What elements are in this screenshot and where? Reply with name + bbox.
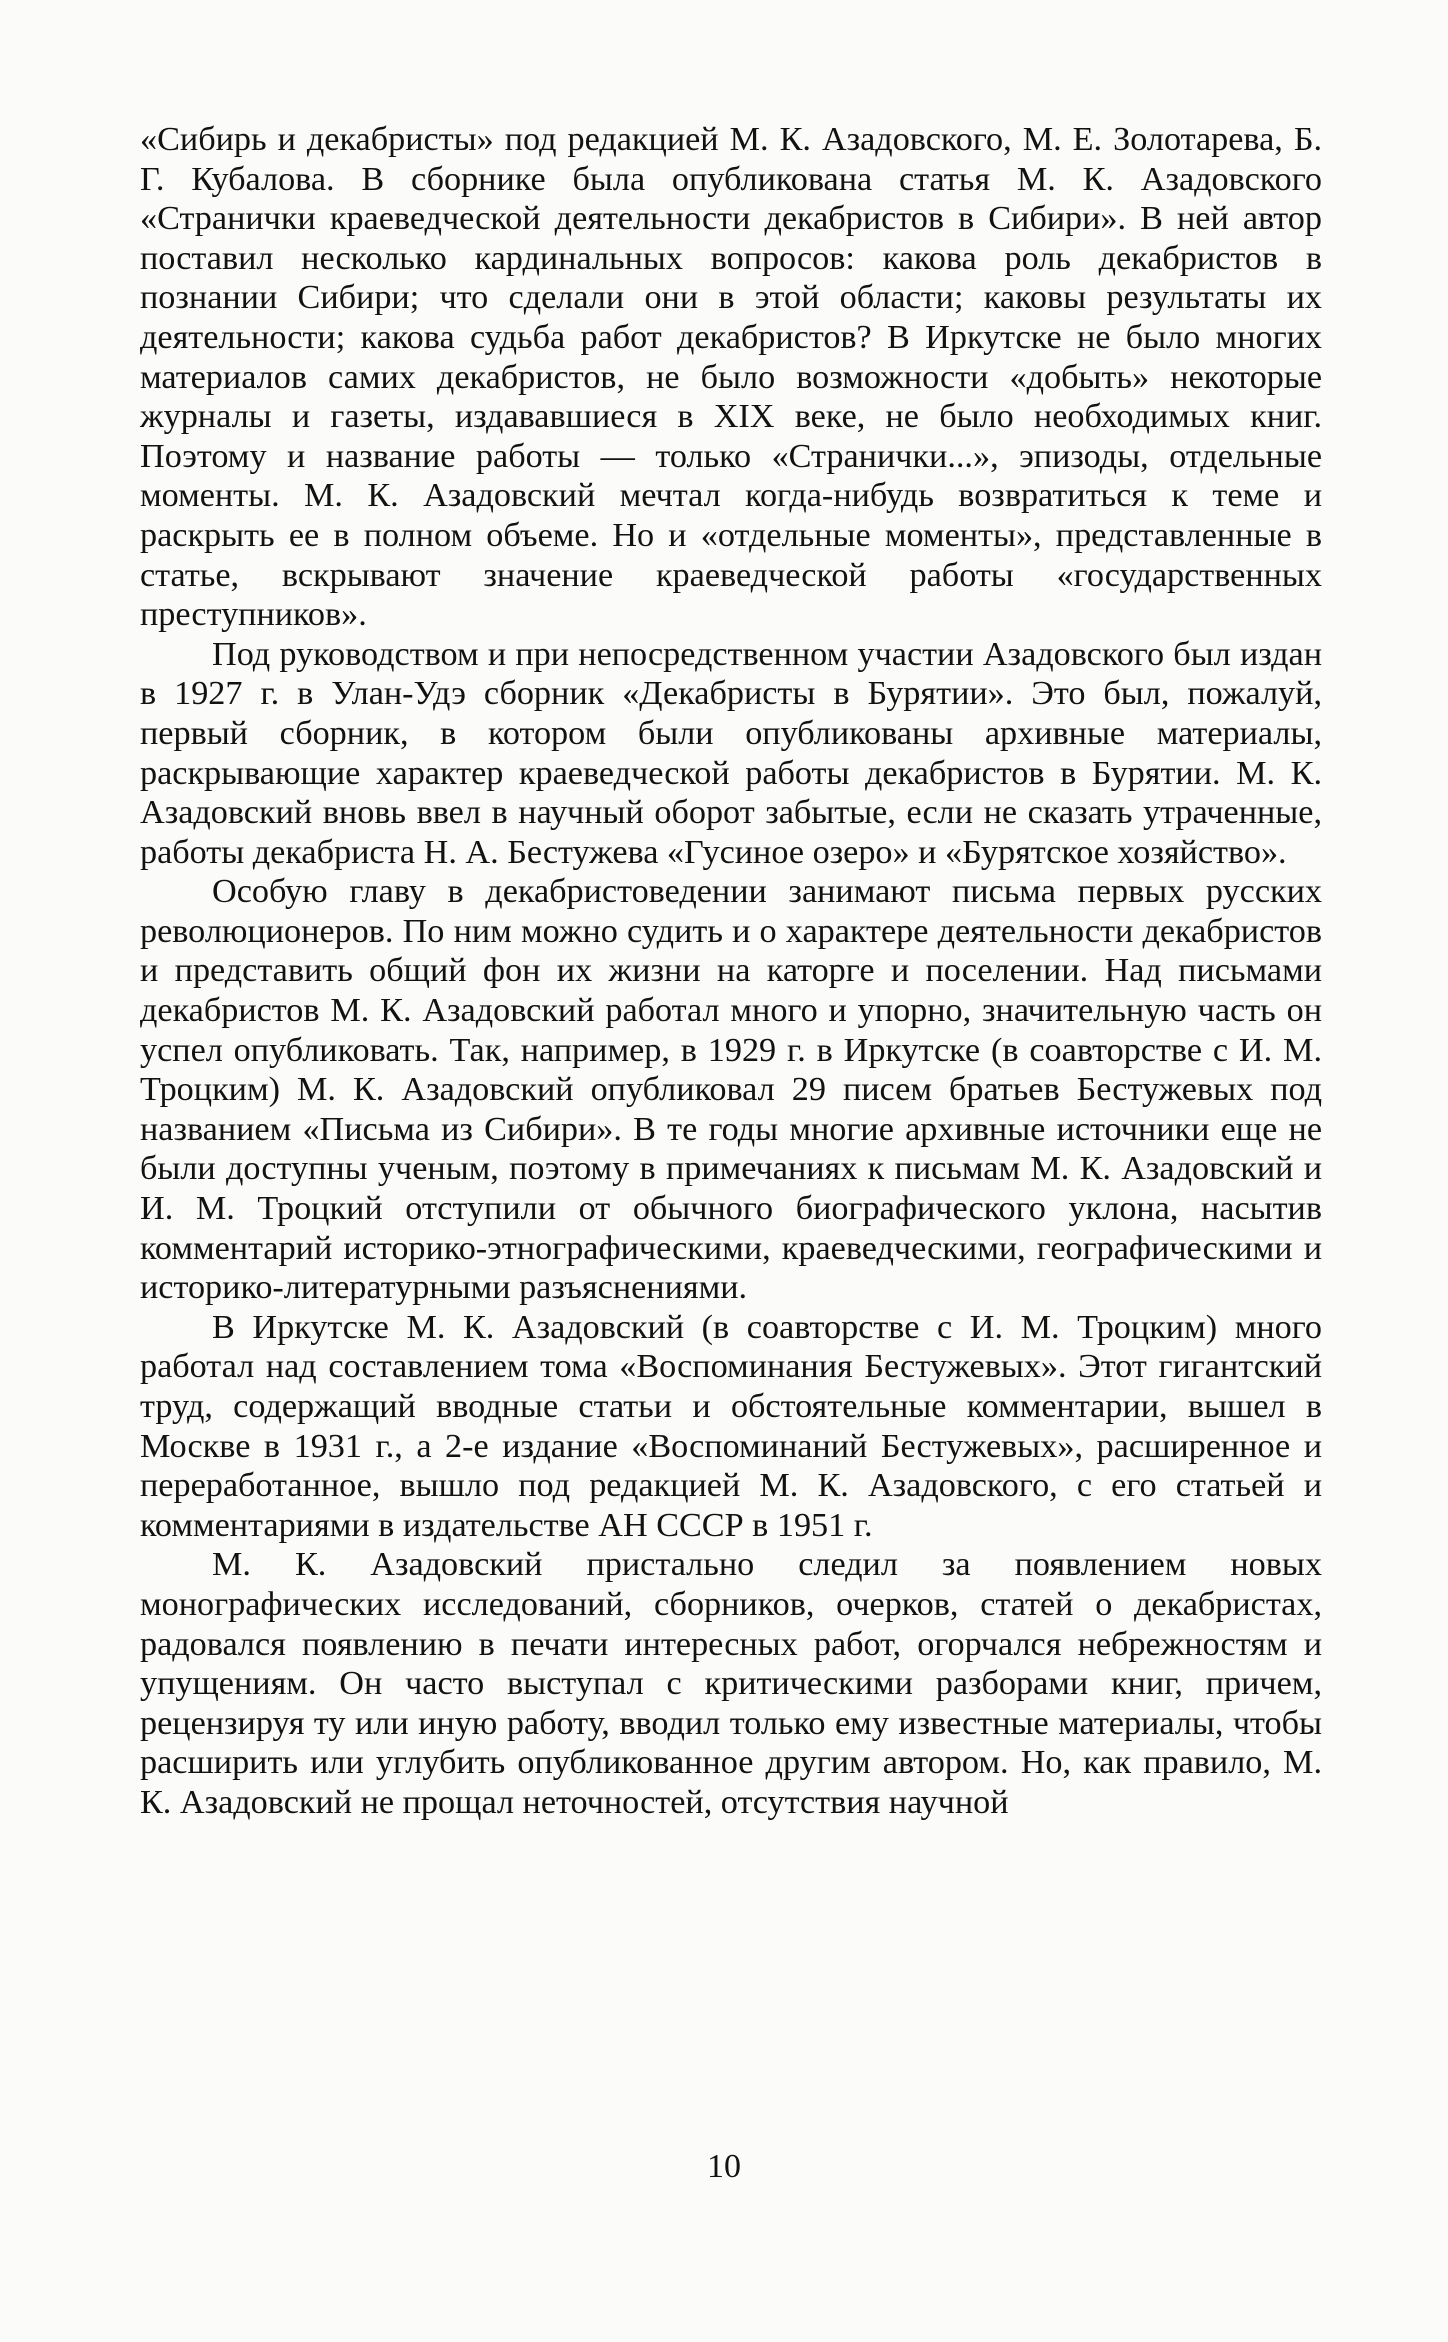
body-text: [140, 120, 1322, 1823]
paragraph-4: В Иркутске М. К. Азадовский (в соавторстве с И. М. Троцким) много работал над составлением тома «Воспоминания Бестужевых». Этот гигантский труд, содержащий вводные статьи и обстоятельные комментарии, вышел в Москве в 1931 г., а 2-е издание «Воспоминаний Бестужевых», расширенное и переработанное, вышло под редакцией М. К. Азадовского, с его статьей и комментариями в издательстве АН СССР в 1951 г.: [140, 1308, 1322, 1544]
paragraph-5: М. К. Азадовский пристально следил за появлением новых монографических исследований, сборников, очерков, статей о декабристах, радовался появлению в печати интересных работ, огорчался небрежностям и упущениям. Он часто выступал с критическими разборами книг, причем, рецензируя ту или иную работу, вводил только ему известные материалы, чтобы расширить или углубить опубликованное другим автором. Но, как правило, М. К. Азадовский не прощал неточностей, отсутствия научной: [140, 1546, 1322, 1821]
paragraph-1: «Сибирь и декабристы» под редакцией М. К. Азадовского, М. Е. Золотарева, Б. Г. Кубалова. В сборнике была опубликована статья М. К. Азадовского «Странички краеведческой деятельности декабристов в Сибири». В ней автор поставил несколько кардинальных вопросов: какова роль декабристов в познании Сибири; что сделали они в этой области; каковы результаты их деятельности; какова судьба работ декабристов? В Иркутске не было многих материалов самих декабристов, не было возможности «добыть» некоторые журналы и газеты, издававшиеся в XIX веке, не было необходимых книг. Поэтому и название работы — только «Странички...», эпизоды, отдельные моменты. М. К. Азадовский мечтал когда-нибудь возвратиться к теме и раскрыть ее в полном объеме. Но и «отдельные моменты», представленные в статье, вскрывают значение краеведческой работы «государственных преступников».: [140, 121, 1322, 634]
page-number: 10: [707, 2148, 741, 2185]
paragraph-3: Особую главу в декабристоведении занимают письма первых русских революционеров. По ним можно судить и о характере деятельности декабристов и представить общий фон их жизни на каторге и поселении. Над письмами декабристов М. К. Азадовский работал много и упорно, значительную часть он успел опубликовать. Так, например, в 1929 г. в Иркутске (в соавторстве с И. М. Троцким) М. К. Азадовский опубликовал 29 писем братьев Бестужевых под названием «Письма из Сибири». В те годы многие архивные источники еще не были доступны ученым, поэтому в примечаниях к письмам М. К. Азадовский и И. М. Троцкий отступили от обычного биографического уклона, насытив комментарий историко-этнографическими, краеведческими, географическими и историко-литературными разъяснениями.: [140, 873, 1322, 1307]
paragraph-2: Под руководством и при непосредственном участии Азадовского был издан в 1927 г. в Улан-Удэ сборник «Декабристы в Бурятии». Это был, пожалуй, первый сборник, в котором были опубликованы архивные материалы, раскрывающие характер краеведческой работы декабристов в Бурятии. М. К. Азадовский вновь ввел в научный оборот забытые, если не сказать утраченные, работы декабриста Н. А. Бестужева «Гусиное озеро» и «Бурятское хозяйство».: [140, 635, 1322, 871]
